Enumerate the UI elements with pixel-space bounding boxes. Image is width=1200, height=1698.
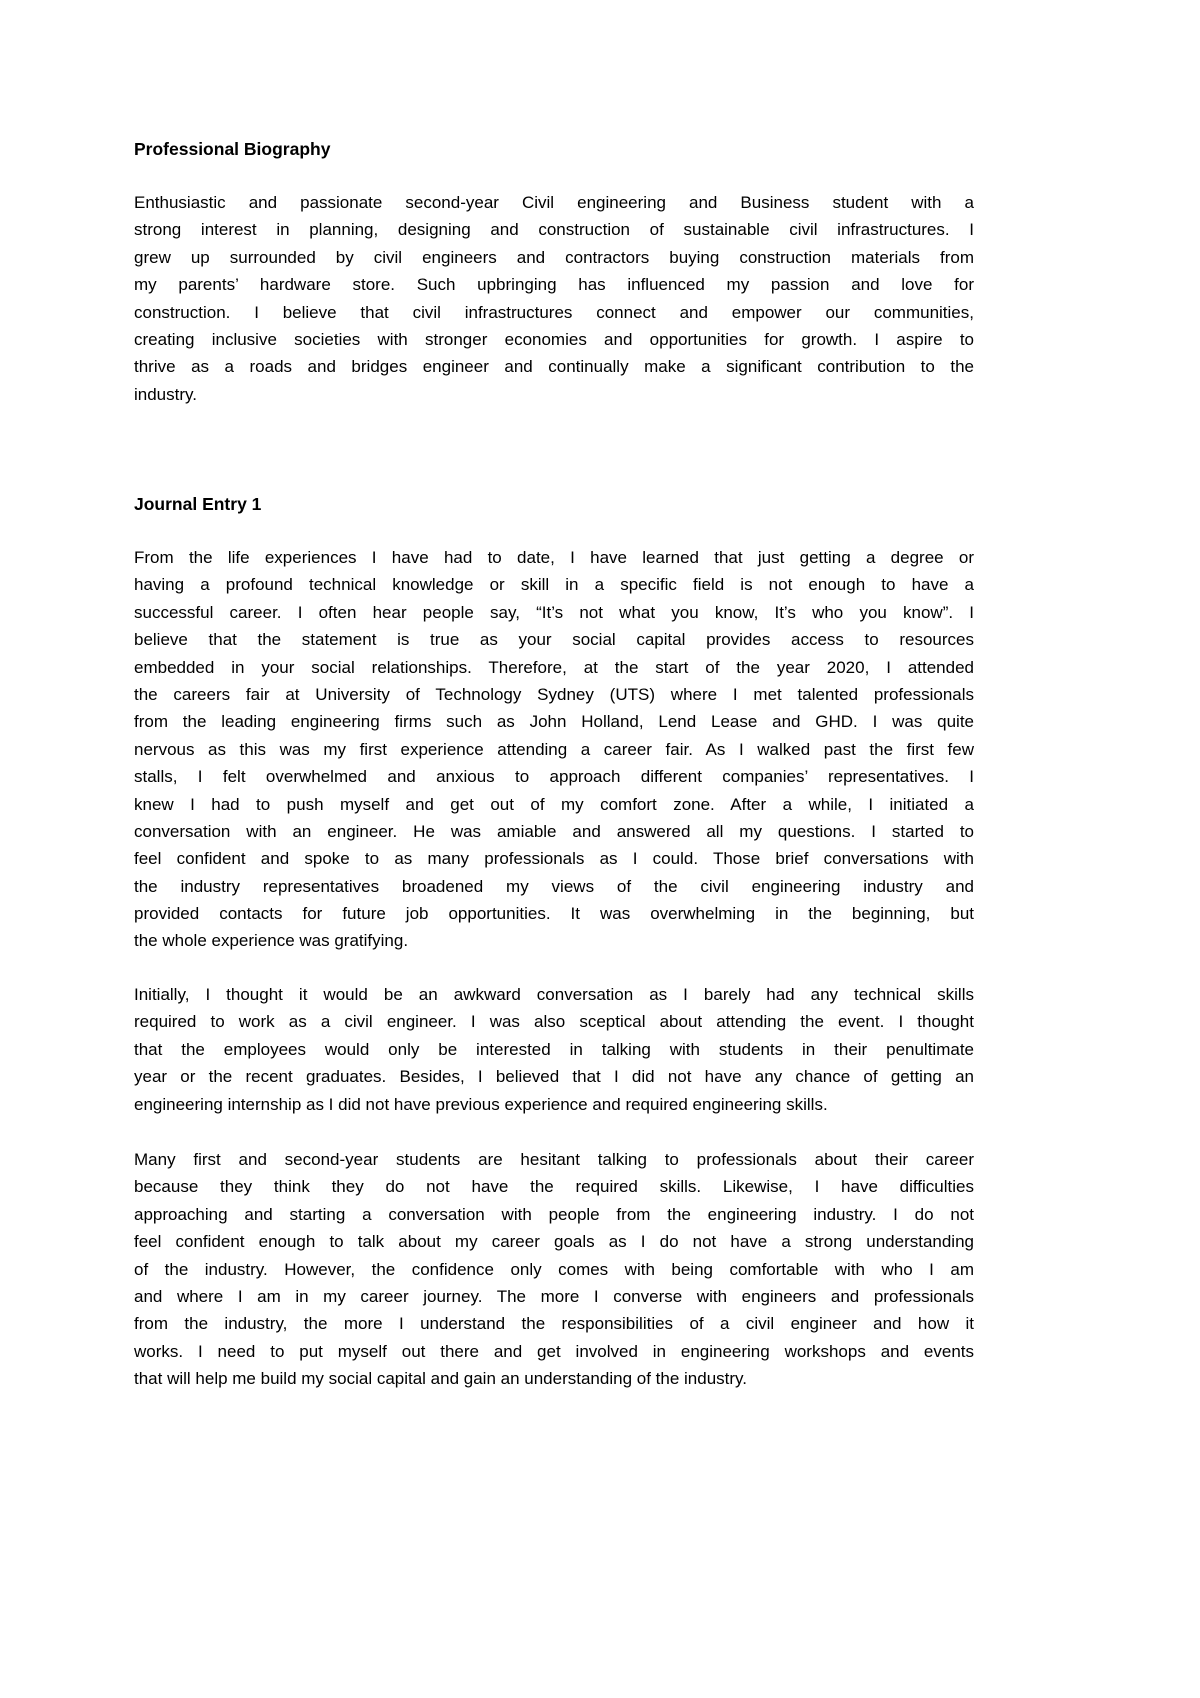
bio-paragraph — [134, 189, 974, 408]
text-line: required to work as a civil engineer. I was also sceptical about attending the event. I thought — [134, 1012, 974, 1032]
journal-paragraph-3 — [134, 1146, 974, 1393]
text-line: thrive as a roads and bridges engineer and continually make a significant contribution to the — [134, 357, 974, 377]
text-line: grew up surrounded by civil engineers and contractors buying construction materials from — [134, 247, 974, 267]
text-line: the careers fair at University of Technology Sydney (UTS) where I met talented professionals — [134, 684, 974, 704]
text-line: stalls, I felt overwhelmed and anxious to approach different companies’ representatives. I — [134, 767, 974, 787]
text-line: and where I am in my career journey. The more I converse with engineers and professionals — [134, 1286, 974, 1306]
journal-paragraph-2 — [134, 981, 974, 1118]
text-line: the whole experience was gratifying. — [134, 931, 409, 951]
text-line: knew I had to push myself and get out of my comfort zone. After a while, I initiated a — [134, 794, 974, 814]
text-line: year or the recent graduates. Besides, I believed that I did not have any chance of getting an — [134, 1067, 974, 1087]
text-line: strong interest in planning, designing and construction of sustainable civil infrastructures. I — [134, 220, 974, 240]
text-line: industry. — [134, 384, 197, 404]
text-line: Enthusiastic and passionate second-year Civil engineering and Business student with a — [134, 193, 974, 212]
text-line: creating inclusive societies with stronger economies and opportunities for growth. I aspire to — [134, 329, 974, 349]
text-line: Initially, I thought it would be an awkward conversation as I barely had any technical skills — [134, 985, 974, 1004]
text-line: From the life experiences I have had to date, I have learned that just getting a degree or — [134, 548, 974, 567]
text-line: successful career. I often hear people say, “It’s not what you know, It’s who you know”. I — [134, 602, 974, 622]
text-line: engineering internship as I did not have previous experience and required engineering skills. — [134, 1094, 828, 1114]
bio-heading: Professional Biography — [134, 139, 331, 159]
text-line: of the industry. However, the confidence only comes with being comfortable with who I am — [134, 1259, 974, 1279]
text-line: provided contacts for future job opportunities. It was overwhelming in the beginning, but — [134, 904, 974, 924]
text-line: having a profound technical knowledge or skill in a specific field is not enough to have a — [134, 575, 974, 595]
text-line: embedded in your social relationships. Therefore, at the start of the year 2020, I attended — [134, 657, 974, 677]
text-line: that the employees would only be interested in talking with students in their penultimate — [134, 1039, 974, 1059]
journal-heading: Journal Entry 1 — [134, 494, 262, 514]
journal-paragraph-1 — [134, 544, 974, 955]
text-line: from the industry, the more I understand the responsibilities of a civil engineer and how it — [134, 1314, 974, 1334]
text-line: the industry representatives broadened my views of the civil engineering industry and — [134, 876, 974, 896]
text-line: Many first and second-year students are hesitant talking to professionals about their career — [134, 1150, 974, 1169]
text-line: believe that the statement is true as your social capital provides access to resources — [134, 630, 974, 650]
text-line: works. I need to put myself out there and get involved in engineering workshops and events — [134, 1341, 974, 1361]
text-line: because they think they do not have the required skills. Likewise, I have difficulties — [134, 1177, 974, 1197]
text-line: construction. I believe that civil infrastructures connect and empower our communities, — [134, 302, 974, 322]
text-line: feel confident and spoke to as many professionals as I could. Those brief conversations with — [134, 849, 974, 869]
text-line: my parents’ hardware store. Such upbringing has influenced my passion and love for — [134, 275, 974, 295]
text-line: approaching and starting a conversation with people from the engineering industry. I do not — [134, 1204, 974, 1224]
text-line: that will help me build my social capital and gain an understanding of the industry. — [134, 1369, 747, 1389]
text-line: feel confident enough to talk about my career goals as I do not have a strong understanding — [134, 1232, 974, 1252]
text-line: from the leading engineering firms such as John Holland, Lend Lease and GHD. I was quite — [134, 712, 974, 732]
text-line: conversation with an engineer. He was amiable and answered all my questions. I started to — [134, 821, 974, 841]
text-line: nervous as this was my first experience attending a career fair. As I walked past the first few — [134, 739, 974, 759]
